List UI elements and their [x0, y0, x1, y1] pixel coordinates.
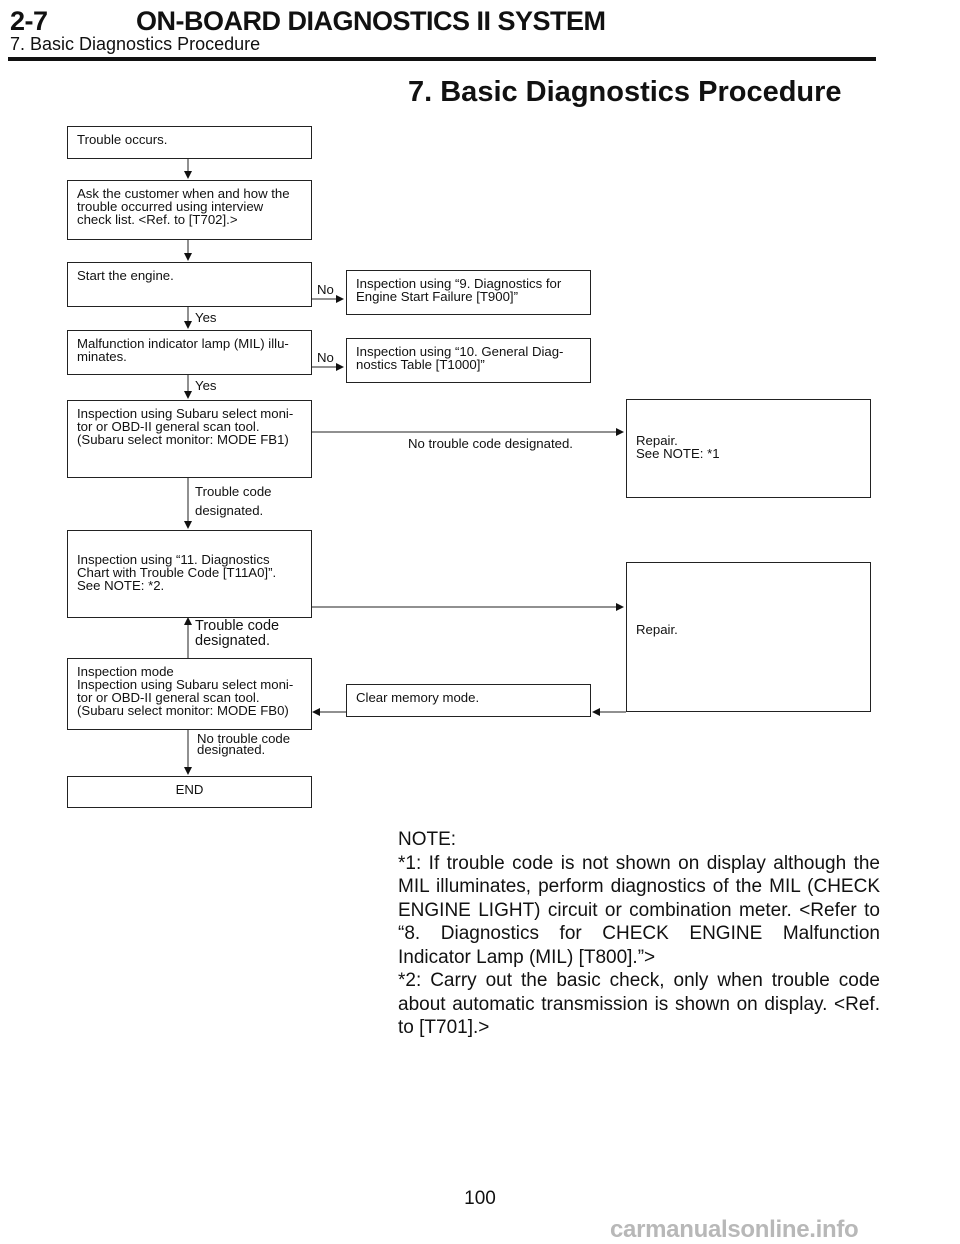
label-no: No: [317, 350, 334, 365]
section-number: 2-7: [10, 6, 48, 36]
box-start-engine: Start the engine.: [67, 262, 312, 307]
label-no-trouble-code: No trouble code designated.: [408, 436, 573, 451]
label-no-trouble-code: No trouble code designated.: [197, 731, 291, 757]
header-subtitle: 7. Basic Diagnostics Procedure: [10, 34, 261, 54]
box-inspection-fb1: Inspection using Subaru select moni- tor or OBD-II general scan tool. (Subaru select monitor: MODE FB1): [67, 400, 312, 478]
note-heading: NOTE:: [398, 829, 457, 850]
box-mil-illuminates: Malfunction indicator lamp (MIL) illu- minates.: [67, 330, 312, 375]
label-no: No: [317, 282, 334, 297]
box-inspection-fb0: Inspection mode Inspection using Subaru select moni- tor or OBD-II general scan tool. (Subaru select monitor: MODE FB0): [67, 658, 312, 730]
label-yes: Yes: [195, 310, 217, 325]
note-2: *2: Carry out the basic check, only when trouble code about automatic transmission is shown on display. <Ref. to [T701].>: [398, 970, 880, 1038]
note-block: [398, 828, 880, 1040]
box-inspection-chart: Inspection using “11. Diagnostics Chart with Trouble Code [T11A0]”. See NOTE: *2.: [67, 530, 312, 618]
page-title: 7. Basic Diagnostics Procedure: [408, 76, 842, 108]
box-repair-note1: Repair. See NOTE: *1: [626, 399, 871, 498]
box-ask-customer: Ask the customer when and how the trouble occurred using interview check list. <Ref. to [T702].>: [67, 180, 312, 240]
label-trouble-code-designated: Trouble code designated.: [195, 618, 280, 649]
label-trouble-code-designated: Trouble code designated.: [195, 484, 272, 518]
box-clear-memory: Clear memory mode.: [346, 684, 591, 717]
note-1: *1: If trouble code is not shown on display although the MIL illuminates, perform diagnostics of the MIL (CHECK ENGINE LIGHT) circuit or combination meter. <Refer to “8. Diagnostics for CHECK ENGINE Malfunction Indicator Lamp (MIL) [T800].”>: [398, 852, 880, 968]
page-number: 100: [464, 1188, 496, 1209]
box-inspection-start-failure: Inspection using “9. Diagnostics for Engine Start Failure [T900]”: [346, 270, 591, 315]
box-end: END: [67, 776, 312, 808]
label-yes: Yes: [195, 378, 217, 393]
header-title: ON-BOARD DIAGNOSTICS II SYSTEM: [136, 6, 606, 36]
box-repair: Repair.: [626, 562, 871, 712]
box-trouble-occurs: Trouble occurs.: [67, 126, 312, 159]
watermark: carmanualsonline.info: [610, 1216, 859, 1243]
box-inspection-general: Inspection using “10. General Diag- nostics Table [T1000]”: [346, 338, 591, 383]
